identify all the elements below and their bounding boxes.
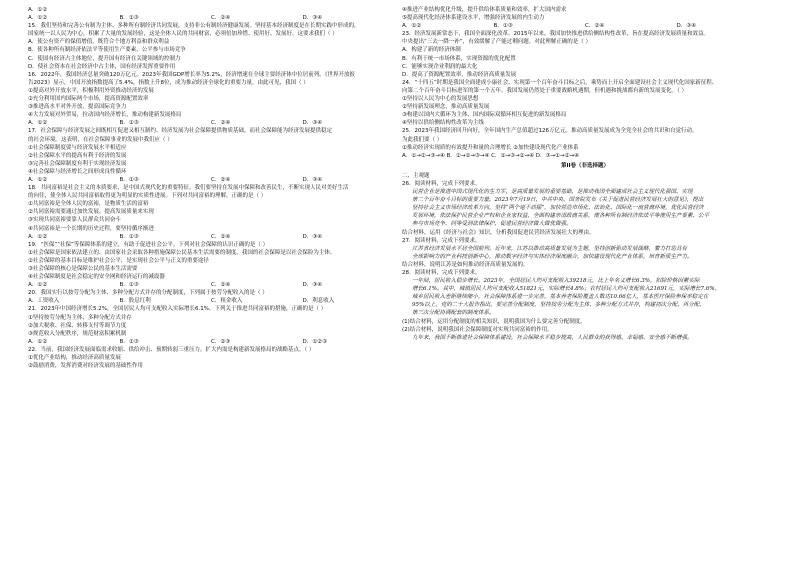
question-line: 的向往，使全体人民共同富裕取得更为明显的实质性进展。下列对共同富裕的理解，正确的是（ ）: [28, 193, 267, 200]
answer-option: B．①③: [493, 23, 513, 30]
answer-options: [28, 176, 394, 184]
answer-option: B．①③: [119, 282, 139, 289]
question-line: A．①②: [28, 7, 48, 13]
question-line: 21．2023年中国经济增长5.2%，全国居民人均可支配收入实际增长6.1%。下列关于推进共同富裕的措施，正确的是（ ）: [28, 306, 327, 313]
answer-option: A．①②: [28, 15, 48, 22]
question-line: A．①→②→③→④ B．②→①→③→④ C．①→③→②→④ D．③→①→②→④: [402, 152, 580, 159]
question-line: 第三次分配协调配套的制度体系。: [412, 310, 495, 317]
question-line: 18．共同富裕是社会主义的本质要求，是中国式现代化的重要特征。我们要坚持在发展中保障和改善民生，不断实现人民对美好生活: [28, 185, 349, 192]
question-line: ②坚持新发展理念，推动高质量发展: [402, 104, 490, 111]
question-line: 17．社会保障与经济发展之间既相互促进又相互制约。经济发展为社会保障提供物质基础，而社会保障能为经济发展提供稳定: [28, 128, 333, 135]
question-line: ③推进高水平对外开放，提高国际竞争力: [28, 104, 127, 111]
answer-option: B．①③: [119, 233, 139, 240]
question-line: 95%以上。党的二十大报告指出，要完善分配制度，坚持按劳分配为主体、多种分配方式并存，构建初次分配、再分配、: [412, 302, 705, 309]
question-line: ④社会保障与经济增长之间形成良性循环: [28, 168, 127, 175]
answer-option: B．①③: [119, 120, 139, 127]
question-line: 19．“医保”“社保”等保障体系的建立，有助于促进社会公平。下列对社会保障的认识正确的是（ ）: [28, 241, 269, 248]
answer-option: A．①②: [402, 23, 422, 30]
question-line: A．使公有资产的保值增值，既符合个地方利益和群众利益: [28, 39, 170, 46]
question-line: ②加大税收、社保、转移支付等调节力度: [28, 322, 127, 329]
question-line: 中央提出“三去一降一补”，有效缓解了产能过剩问题。对此理解正确的是（ ）: [402, 39, 591, 46]
left-column: [28, 6, 394, 370]
question-line: 民营企业是推进中国式现代化的生力军，是高质量发展的重要基础，是推动我国全面建成社会主义现代化强国、实现: [412, 189, 693, 196]
question-line: (1)结合材料，运用分配制度的相关知识，说明我国为什么要完善分配制度。: [402, 318, 586, 325]
question-line: 一年间，居民收入稳步增长。2023年，全国居民人均可支配收入39218元，比上年名义增长6.3%，扣除价格因素实际: [412, 278, 700, 285]
question-line: (2)结合材料，说明我国社会保障制度对实现共同富裕的作用。: [402, 326, 553, 333]
answer-option: C．②③: [211, 338, 231, 345]
question-line: 坚持社会主义市场经济改革方向，坚持“两个毫不动摇”，加快营造市场化、法治化、国际化一流营商环境，优化民营经济: [412, 205, 704, 212]
question-line: ②社会保障的基本目标是维护社会公平，是实现社会公平与正义的重要途径: [28, 257, 209, 264]
question-line: 发展环境，依法保护民营企业产权和企业家权益，全面构建亲清政商关系，使各种所有制经济依法平等使用生产要素、公平: [412, 213, 710, 220]
question-line: ③完善社会保障制度有利于实现经济发展: [28, 160, 127, 167]
question-line: 第二个百年奋斗目标的重要力量。2023年7月19日，中共中央、国务院发布《关于促进民营经济发展壮大的意见》，提出: [412, 197, 704, 204]
question-line: 城乡居民收入差距继续缩小，社会保障体系进一步完善，基本养老保险覆盖人数达10.66亿人，基本医疗保险参保率稳定在: [412, 294, 709, 301]
answer-option: A．①②: [28, 120, 48, 127]
question-line: ①坚持以人民为中心的发展思想: [402, 96, 479, 103]
question-line: ①提高对外开放水平，积极利用外资推动经济的发展: [28, 87, 154, 94]
answer-option: C．租金收入: [211, 298, 243, 305]
right-column: [402, 6, 768, 342]
question-line: 15．我们坚持和完善公有制为主体、多种所有制经济共同发展，支持非公有制经济健康发展。坚持基本经济制度是在长期实践中形成的，: [28, 23, 360, 30]
question-line: 江苏省经济发展水平居全国前列。近年来，江苏以推动高质量发展为主题，坚持创新驱动发展战略，着力打造具有: [412, 245, 688, 252]
question-line: 国家统一以人民为中心，积累了大量的发展经验，这是全体人民的共同财富，必须倍加珍惜、使用好、发展好。这要求我们（ ）: [28, 31, 338, 38]
question-line: 的社会环境。这表明，在社会保障事业的发展中我们应（ ）: [28, 136, 173, 143]
answer-option: D．③④: [302, 120, 323, 127]
answer-option: D．①②③: [302, 338, 328, 345]
question-line: ③社会保障的核心是保障公民的基本生活需要: [28, 266, 138, 272]
answer-option: B．①③: [119, 338, 139, 345]
question-line: ①共同富裕是全体人民的富裕，是物质生活的富裕: [28, 201, 149, 208]
question-line: ③规范收入分配秩序，规范财富积累机制: [28, 330, 127, 337]
question-line: A．构建了新的经济体制: [402, 47, 461, 54]
question-line: ④社会保障制度是社会稳定的安全网和经济运行的减震器: [28, 274, 165, 281]
answer-option: D．③④: [302, 282, 323, 289]
question-line: 16．2022年，我国经济总量突破120万亿元。2023年我国GDP增长率为5.2%，经济增速在全球主要经济体中位居前列。《世界开放报: [28, 71, 356, 78]
question-line: ②鼓励消费，发挥消费对经济发展的基础性作用: [28, 363, 143, 370]
question-line: 28．阅读材料，完成下列要求。: [402, 270, 481, 276]
answer-option: D．③④: [302, 176, 323, 183]
question-line: 九年来，我国不断推进社会保障体系建设，社会保障水平稳步提高，人民群众的获得感、幸福感、安全感不断增强。: [412, 334, 693, 341]
question-line: 26．阅读材料，完成下列要求。: [402, 180, 481, 187]
answer-option: B．股息红利: [119, 298, 151, 305]
answer-option: C．②④: [585, 23, 605, 30]
question-line: ③实现共同富裕要靠人民群众共同奋斗: [28, 217, 121, 224]
question-line: 27．阅读材料，完成下列要求。: [402, 237, 481, 244]
question-line: B．使各种所有制经济依法平等使用生产要素，公平参与市场竞争: [28, 47, 186, 54]
answer-option: C．②④: [211, 15, 231, 22]
question-line: D．使社会资本在社会经济中占主体，国有经济发挥重要作用: [28, 63, 176, 70]
answer-option: A．①②: [28, 338, 48, 345]
question-line: 二、主观题: [402, 172, 430, 179]
question-line: 告2023》显示，中国开放指数提高了5.4%，指数上升8位，成为推动经济全球化的重要力量。由此可见，我国（ ）: [28, 79, 309, 86]
answer-option: C．②④: [211, 120, 231, 127]
question-line: ①优化产业结构，推动经济高质量发展: [28, 355, 121, 362]
question-line: 参与市场竞争、同等受到法律保护，促进民营经济做大做优做强。: [412, 221, 572, 228]
answer-options: [28, 281, 394, 289]
answer-option: C．②④: [211, 282, 231, 289]
question-line: 20．我国实行以按劳分配为主体、多种分配方式并存的分配制度，下列属于按劳分配收入的是（ ）: [28, 290, 268, 297]
answer-option: C．②④: [211, 233, 231, 240]
answer-option: A．①②: [28, 233, 48, 240]
answer-options: [28, 119, 394, 127]
question-line: 22．当前，我国经济发展面临需求收缩、供给冲击、预期转弱三重压力。扩大内需是构建新发展格局的战略基点。（ ）: [28, 346, 315, 353]
answer-options: [28, 338, 394, 346]
question-line: ⑤提高现代化经济体系建设水平，增强经济发展的内生动力: [402, 15, 545, 22]
answer-option: C．②④: [211, 176, 231, 183]
question-line: ③构建以国内大循环为主体、国内国际双循环相互促进的新发展格局: [402, 112, 567, 119]
answer-option: D．③④: [302, 233, 323, 240]
answer-option: B．①③: [119, 15, 139, 22]
question-line: B．有利于统一市场体系，实现资源的优化配置: [402, 55, 516, 62]
question-line: D．提高了资源配置效率，推动经济高质量发展: [402, 71, 517, 78]
answer-option: A．①②: [28, 282, 48, 289]
answer-option: D．③④: [676, 23, 697, 30]
question-line: 24．“十四五”时期是我国全面建成小康社会、实现第一个百年奋斗目标之后，乘势而上开启全面建设社会主义现代化国家新征程、: [402, 79, 718, 86]
answer-option: D．利息收入: [302, 298, 335, 305]
question-line: ④推进产业结构优化升级，提升供给体系质量和效率，扩大国内需求: [402, 7, 567, 13]
section-heading: 第II卷（非选择题）: [560, 162, 610, 169]
question-line: ②共同富裕需要通过加快发展、提高发展质量来实现: [28, 209, 154, 216]
question-line: 结合材料，运用《经济与社会》知识，分析我国促进民营经济发展壮大的理由。: [402, 229, 595, 236]
question-line: 23．经济发展新常态下，我国全面深化改革。2015年以来，我国加快推进供给侧结构性改革，旨在提高经济发展质量和效益。: [402, 31, 709, 38]
answer-options: [28, 297, 394, 305]
question-line: 为此我们要（ ）: [402, 136, 443, 143]
answer-option: B．①③: [119, 176, 139, 183]
question-line: ④坚持以供给侧结构性改革为主线: [402, 120, 484, 127]
question-line: ①社会保障是国家依法建立的、由国家社会采取各种措施保障公民基本生活需要的制度。我国的社会保障是以社会保险为主体。: [28, 249, 336, 256]
question-line: 增长6.1%。其中，城镇居民人均可支配收入51821元，实际增长4.8%；农村居民人均可支配收入21691元，实际增长7.6%。: [412, 286, 720, 293]
question-line: ④大力发展对外贸易，拉动国内经济增长，推动构建新发展格局: [28, 112, 182, 119]
question-line: ①社会保障制度要与经济发展水平相适应: [28, 144, 127, 151]
question-line: ①坚持按劳分配为主体、多种分配方式并存: [28, 314, 132, 321]
answer-option: D．③④: [302, 15, 323, 22]
answer-options: [28, 233, 394, 241]
question-line: ②充分利用国内国际两个市场，提高资源配置效率: [28, 96, 149, 103]
question-line: 全球影响力的产业科技创新中心，推动数字经济与实体经济深度融合，加快建设现代化产业体系，培育新质生产力。: [412, 253, 693, 260]
question-line: ①推动经济实现质的有效提升和量的合理增长 ②加快建设现代化产业体系: [402, 144, 579, 151]
question-line: ②社会保障水平的提高有利于经济的发展: [28, 152, 127, 159]
answer-option: A．工资收入: [28, 298, 60, 305]
question-line: 结合材料，说明江苏是如何推动经济高质量发展的。: [402, 261, 529, 268]
answer-options: [402, 22, 768, 30]
answer-options: [28, 14, 394, 22]
question-line: ④共同富裕是一个长期的历史过程，要坚持循序渐进: [28, 225, 154, 232]
question-line: 向第二个百年奋斗目标进军的第一个五年。我国发展仍然处于重要战略机遇期，但机遇和挑战都有新的发展变化。（ ）: [402, 87, 688, 94]
question-line: C．使国有经济占主体地位，提升国有经济在关键领域的控制力: [28, 55, 181, 62]
question-line: C．能够实现企业利润的最大化: [402, 63, 478, 70]
answer-option: A．①②: [28, 176, 48, 183]
question-line: 25．2023年我国经济回升向好，全年国内生产总值超过126万亿元。推动高质量发展成为全党全社会的共识和自觉行动。: [402, 128, 698, 135]
